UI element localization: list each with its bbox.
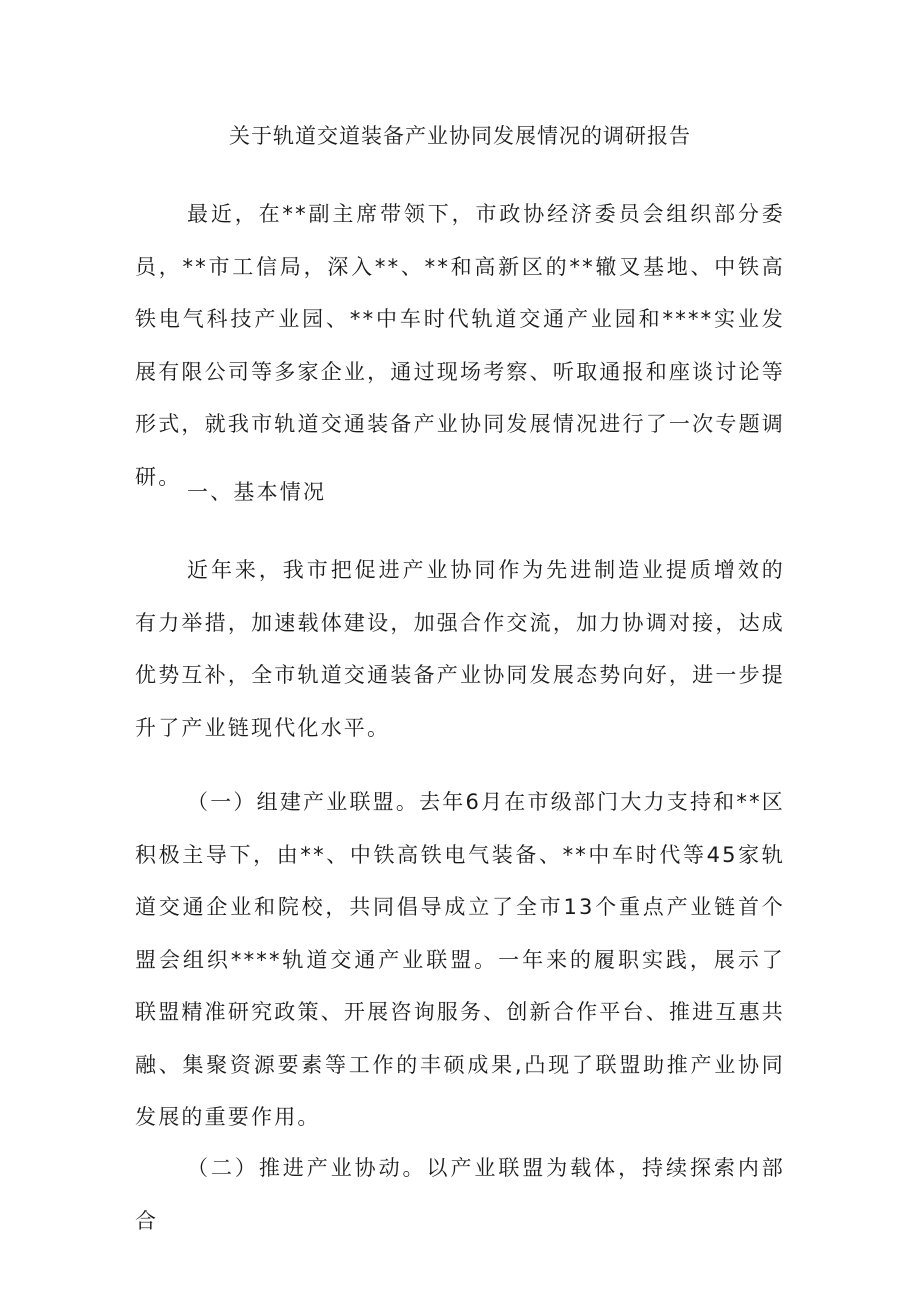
intro-paragraph: 最近，在**副主席带领下，市政协经济委员会组织部分委员，**市工信局，深入**、**和高新区的**辙叉基地、中铁高铁电气科技产业园、**中车时代轨道交通产业园和****实业发展有限公司等多家企业，通过现场考察、听取通报和座谈讨论等形式，就我市轨道交通装备产业协同发展情况进行了一次专题调研。 — [135, 202, 785, 489]
item-2-paragraph: （二）推进产业协动。以产业联盟为载体，持续探索内部合 — [135, 1156, 785, 1233]
document-title: 关于轨道交道装备产业协同发展情况的调研报告 — [229, 124, 691, 148]
item-1-paragraph: （一）组建产业联盟。去年6月在市级部门大力支持和**区积极主导下，由**、中铁高铁电气装备、**中车时代等45家轨道交通企业和院校，共同倡导成立了全市13个重点产业链首个盟会组织****轨道交通产业联盟。一年来的履职实践，展示了联盟精准研究政策、开展咨询服务、创新合作平台、推进互惠共融、集聚资源要素等工作的丰硕成果,凸现了联盟助推产业协同发展的重要作用。 — [135, 790, 785, 1129]
basic-situation-paragraph: 近年来，我市把促进产业协同作为先进制造业提质增效的有力举措，加速载体建设，加强合作交流，加力协调对接，达成优势互补，全市轨道交通装备产业协同发展态势向好，进一步提升了产业链现代化水平。 — [135, 558, 785, 740]
section-heading-basic-situation: 一、基本情况 — [187, 480, 327, 504]
